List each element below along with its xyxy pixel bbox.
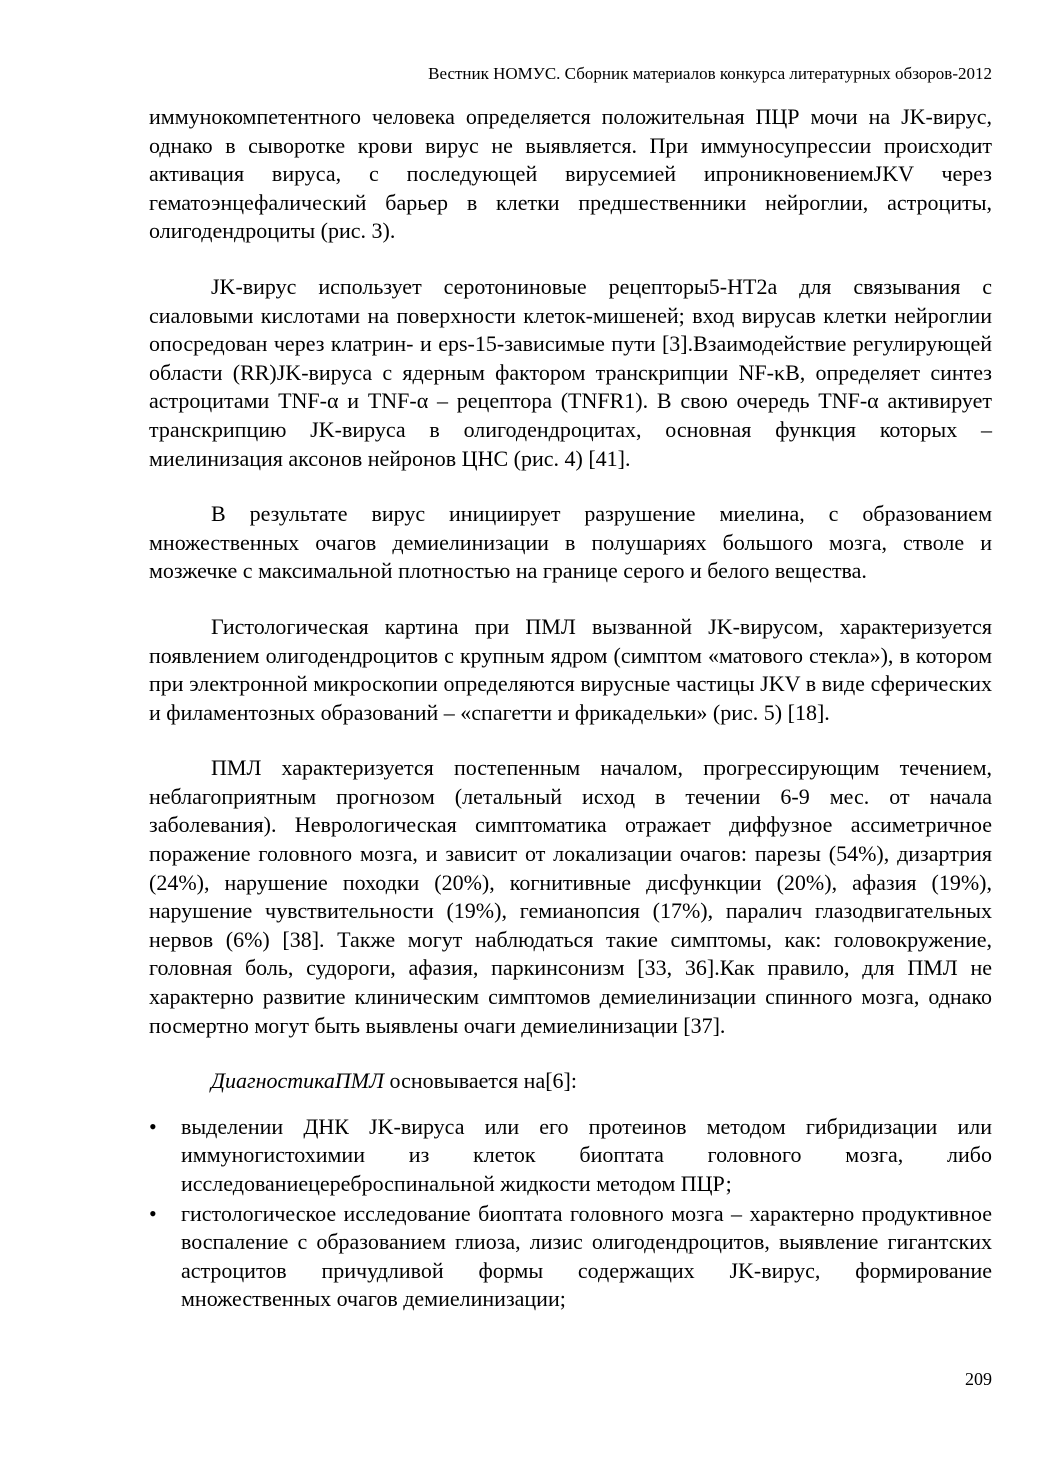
diagnostics-lead-rest: основывается на[6]:: [384, 1068, 577, 1094]
paragraph-jk-receptors: JK-вирус использует серотониновые рецепторы5-HT2a для связывания с сиаловыми кислотами на поверхности клеток-мишеней; вход вирусав клетки нейроглии опосредован через клатрин- и eps-15-зависимые пути [3].Взаимодействие регулирующей области (RR)JK-вируса с ядерным фактором транскрипции NF-κB, определяет синтез астроцитами TNF-α и TNF-α – рецептора (TNFR1). В свою очередь TNF-α активирует транскрипцию JK-вируса в олигодендроцитах, основная функция которых – миелинизация аксонов нейронов ЦНС (рис. 4) [41].: [149, 273, 992, 471]
diagnostics-lead: [149, 1067, 992, 1096]
bullet-icon: •: [149, 1200, 157, 1226]
article-body: [149, 103, 992, 1315]
paragraph-histology: Гистологическая картина при ПМЛ вызванной JK-вирусом, характеризуется появлением олигодендроцитов с крупным ядром (симптом «матового стекла»), в котором при электронной микроскопии определяются вирусные частицы JKV в виде сферических и филаментозных образований – «спагетти и фрикадельки» (рис. 5) [18].: [149, 613, 992, 725]
diagnostics-list: [149, 1113, 992, 1314]
list-item: [149, 1200, 992, 1314]
page-number: 209: [965, 1369, 992, 1389]
paragraph-clinical-course: ПМЛ характеризуется постепенным началом, прогрессирующим течением, неблагоприятным прогнозом (летальный исход в течении 6-9 мес. от начала заболевания). Неврологическая симптоматика отражает диффузное ассиметричное поражение головного мозга, и зависит от локализации очагов: парезы (54%), дизартрия (24%), нарушение походки (20%), когнитивные дисфункции (20%), афазия (19%), нарушение чувствительности (19%), гемианопсия (17%), паралич глазодвигательных нервов (6%) [38]. Также могут наблюдаться такие симптомы, как: головокружение, головная боль, судороги, афазия, паркинсонизм [33, 36].Как правило, для ПМЛ не характерно развитие клиническим симптомов демиелинизации спинного мозга, однако посмертно могут быть выявлены очаги демиелинизации [37].: [149, 755, 992, 1038]
bullet-icon: •: [149, 1113, 157, 1139]
diagnostics-lead-italic: ДиагностикаПМЛ: [211, 1068, 385, 1094]
list-item-text: выделении ДНК JK-вируса или его протеинов методом гибридизации или иммуногистохимии из клеток биоптата головного мозга, либо исследованиецереброспинальной жидкости методом ПЦР;: [181, 1113, 992, 1196]
paragraph-continuation: иммунокомпетентного человека определяется положительная ПЦР мочи на JK-вирус, однако в сыворотке крови вирус не выявляется. При иммуносупрессии происходит активация вируса, с последующей вирусемией ипроникновениемJKV через гематоэнцефалический барьер в клетки предшественники нейроглии, астроциты, олигодендроциты (рис. 3).: [149, 104, 992, 244]
running-header: Вестник НОМУС. Сборник материалов конкурса литературных обзоров-2012: [428, 64, 992, 83]
list-item-text: гистологическое исследование биоптата головного мозга – характерно продуктивное воспаление с образованием глиоза, лизис олигодендроцитов, выявление гигантских астроцитов причудливой формы содержащих JK-вирус, формирование множественных очагов демиелинизации;: [181, 1200, 992, 1312]
list-item: [149, 1113, 992, 1199]
paragraph-demyelination: В результате вирус инициирует разрушение миелина, с образованием множественных очагов демиелинизации в полушариях большого мозга, стволе и мозжечке с максимальной плотностью на границе серого и белого вещества.: [149, 501, 992, 584]
